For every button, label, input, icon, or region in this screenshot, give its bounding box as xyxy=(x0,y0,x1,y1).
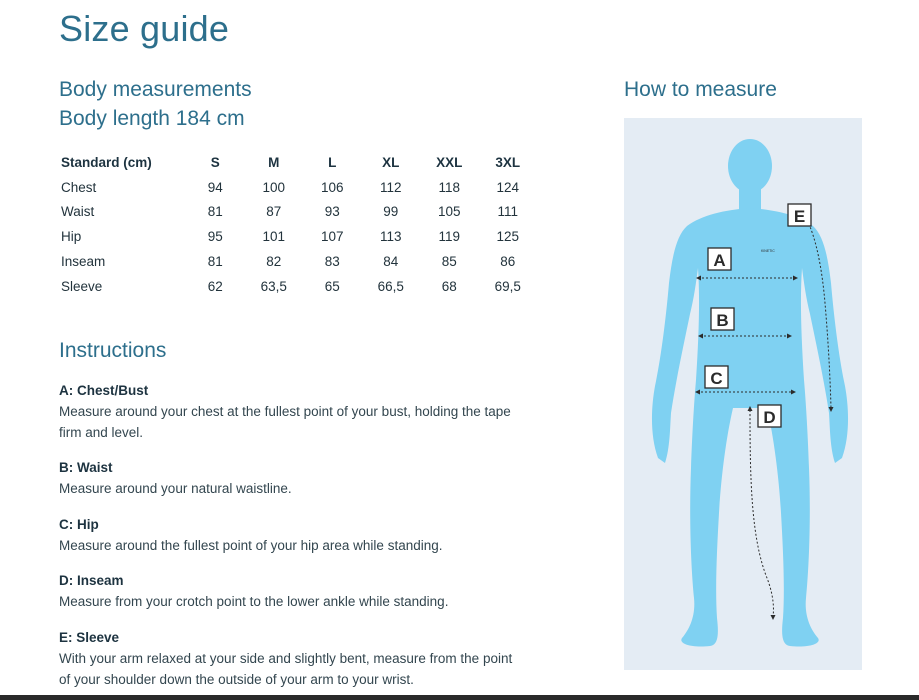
instruction-heading: B: Waist xyxy=(59,460,113,475)
table-cell: 63,5 xyxy=(260,278,287,294)
body-figure xyxy=(624,118,862,670)
table-row xyxy=(59,274,537,299)
table-row xyxy=(59,200,537,225)
instruction-heading: A: Chest/Bust xyxy=(59,383,149,398)
table-row xyxy=(59,224,537,249)
table-cell: 69,5 xyxy=(494,278,521,294)
inseam-line xyxy=(750,408,776,616)
table-cell: 101 xyxy=(262,229,286,245)
header-size-3xl: 3XL xyxy=(495,154,521,170)
how-to-measure-heading: How to measure xyxy=(624,78,777,101)
table-cell: 119 xyxy=(438,229,461,245)
row-label: Sleeve xyxy=(61,278,103,294)
instruction-text: Measure around your natural waistline. xyxy=(59,481,292,496)
table-cell: 86 xyxy=(500,254,516,270)
table-cell: 85 xyxy=(441,254,457,270)
instruction-heading: E: Sleeve xyxy=(59,630,120,645)
table-cell: 94 xyxy=(207,179,223,195)
table-cell: 106 xyxy=(320,179,344,195)
size-table-header xyxy=(59,150,537,175)
table-cell: 81 xyxy=(207,254,223,270)
header-size-l: L xyxy=(328,154,337,170)
table-cell: 83 xyxy=(324,254,340,270)
instruction-hip xyxy=(59,514,519,556)
instruction-text: Measure from your crotch point to the lower ankle while standing. xyxy=(59,594,449,609)
label-c: C xyxy=(710,369,723,388)
table-cell: 65 xyxy=(324,278,340,294)
table-cell: 95 xyxy=(207,229,223,245)
page-title: Size guide xyxy=(59,8,230,49)
label-d: D xyxy=(763,408,776,427)
body-measurements-heading: Body measurements xyxy=(59,78,252,101)
table-cell: 107 xyxy=(320,229,344,245)
header-size-xl: XL xyxy=(382,154,400,170)
table-cell: 87 xyxy=(266,204,282,220)
row-label: Waist xyxy=(61,204,95,220)
label-e: E xyxy=(793,207,806,226)
table-cell: 124 xyxy=(496,179,520,195)
table-cell: 68 xyxy=(441,278,457,294)
table-row xyxy=(59,175,537,200)
header-size-s: S xyxy=(210,154,220,170)
table-cell: 62 xyxy=(207,278,223,294)
row-label: Chest xyxy=(61,179,97,195)
instruction-text: Measure around your chest at the fullest point of your bust, holding the tape firm and level. xyxy=(59,404,511,440)
instruction-sleeve xyxy=(59,627,519,690)
body-length-heading: Body length 184 cm xyxy=(59,107,245,130)
table-cell: 84 xyxy=(383,254,399,270)
table-row xyxy=(59,249,537,274)
row-label: Hip xyxy=(61,229,82,245)
instruction-text: With your arm relaxed at your side and slightly bent, measure from the point of your shoulder down the outside of your arm to your wrist. xyxy=(59,651,513,687)
header-size-xxl: XXL xyxy=(436,154,463,170)
table-cell: 66,5 xyxy=(377,278,404,294)
table-cell: 111 xyxy=(497,204,519,220)
size-table xyxy=(59,150,537,299)
instruction-chest xyxy=(59,380,519,443)
table-cell: 118 xyxy=(438,179,461,195)
table-cell: 100 xyxy=(262,179,286,195)
table-cell: 81 xyxy=(207,204,223,220)
measure-figure-panel xyxy=(624,118,862,670)
shirt-logo xyxy=(761,249,775,253)
table-cell: 82 xyxy=(266,254,282,270)
table-cell: 112 xyxy=(379,179,402,195)
instruction-heading: D: Inseam xyxy=(59,573,124,588)
bottom-border xyxy=(0,695,919,700)
table-cell: 113 xyxy=(379,229,402,245)
shirt-logo-text: KINETIC xyxy=(761,249,775,253)
instruction-waist xyxy=(59,457,519,499)
table-cell: 93 xyxy=(324,204,340,220)
instruction-text: Measure around the fullest point of your hip area while standing. xyxy=(59,538,443,553)
row-label: Inseam xyxy=(61,254,106,270)
instructions-heading: Instructions xyxy=(59,339,167,362)
table-cell: 125 xyxy=(496,229,520,245)
table-cell: 99 xyxy=(383,204,399,220)
body-silhouette xyxy=(652,139,848,647)
label-b: B xyxy=(716,311,729,330)
table-cell: 105 xyxy=(437,204,461,220)
header-size-m: M xyxy=(268,154,280,170)
label-a: A xyxy=(713,251,726,270)
instruction-heading: C: Hip xyxy=(59,517,99,532)
header-standard: Standard (cm) xyxy=(61,154,152,170)
instruction-inseam xyxy=(59,570,519,612)
